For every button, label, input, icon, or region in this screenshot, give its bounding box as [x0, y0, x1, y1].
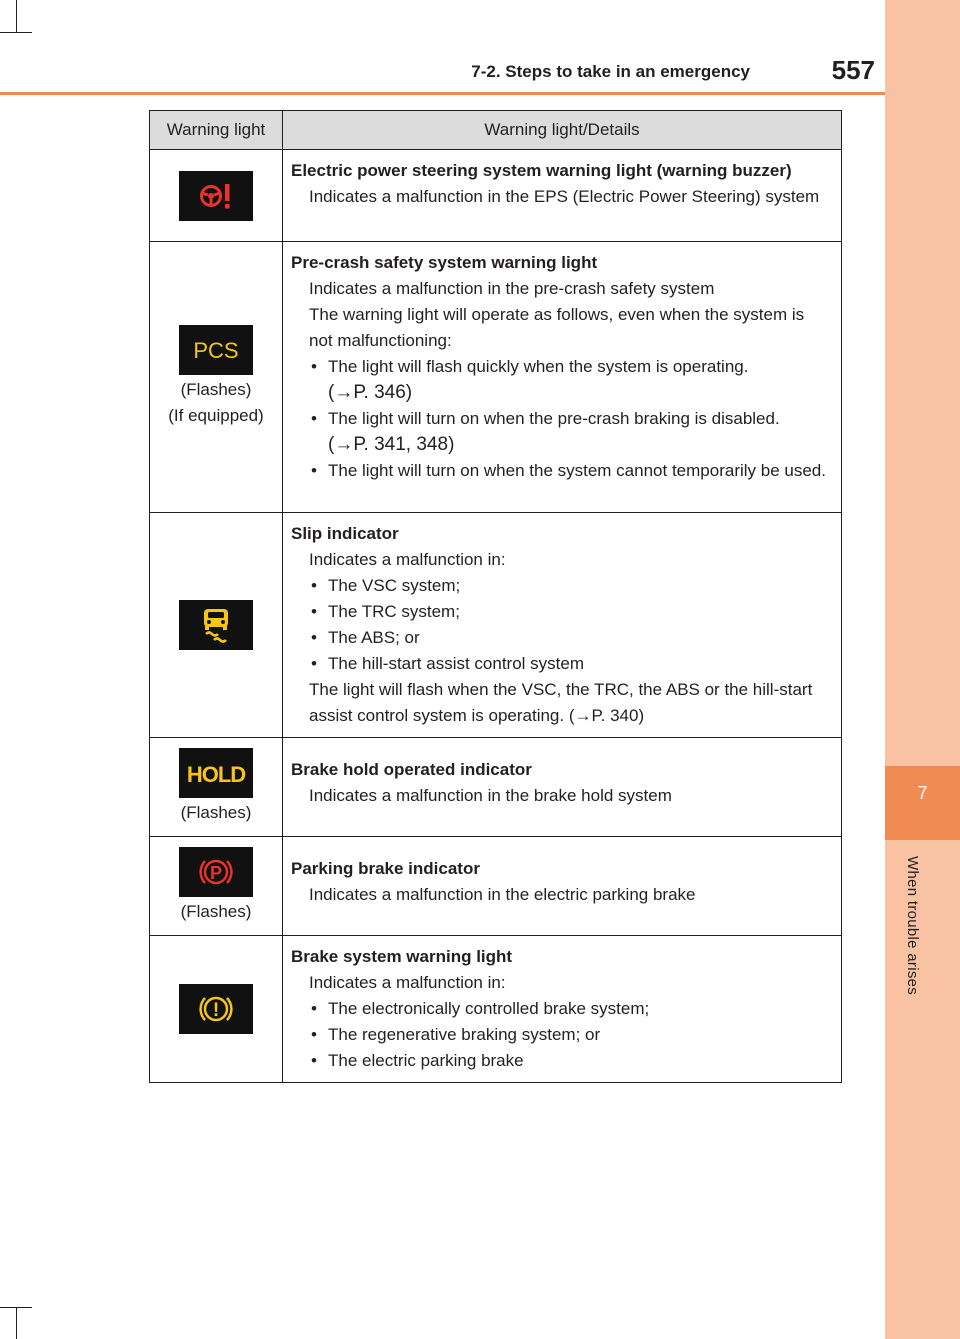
bullet-item: • The electronically controlled brake system; — [291, 996, 831, 1022]
details-cell — [283, 936, 842, 1083]
icon-cell — [150, 242, 283, 513]
icon-note: (Flashes) — [180, 803, 252, 822]
pcs-warning-icon — [179, 325, 253, 375]
hold-icon-label: HOLD — [186, 762, 246, 787]
chapter-side-tab — [885, 0, 960, 1339]
bullet-item: • The TRC system; — [291, 599, 831, 625]
bullet-item: • The regenerative braking system; or — [291, 1022, 831, 1048]
icon-cell — [150, 738, 283, 837]
icon-cell — [150, 150, 283, 242]
bullet-item: • The light will turn on when the pre-crash braking is disabled. — [291, 406, 831, 432]
crop-mark — [0, 32, 32, 33]
column-header-details: Warning light/Details — [283, 111, 842, 150]
row-description: Indicates a malfunction in: — [309, 550, 506, 569]
chapter-number: 7 — [917, 783, 928, 803]
page-number: 557 — [831, 55, 875, 85]
icon-note: (Flashes) — [180, 902, 252, 921]
table-row — [150, 837, 842, 936]
row-description: The warning light will operate as follows, even when the system is not malfunctioning: — [309, 305, 805, 350]
row-title: Electric power steering system warning light (warning buzzer) — [291, 161, 792, 180]
icon-note: (If equipped) — [168, 406, 264, 425]
icon-note: (Flashes) — [180, 380, 252, 399]
bullet-item: • The light will turn on when the system cannot temporarily be used. — [291, 458, 831, 484]
bullet-item: • The ABS; or — [291, 625, 831, 651]
table-row — [150, 242, 842, 513]
details-cell — [283, 738, 842, 837]
crop-mark — [16, 0, 17, 32]
table-row — [150, 513, 842, 738]
eps-warning-icon — [179, 171, 253, 221]
icon-cell — [150, 513, 283, 738]
table-row — [150, 936, 842, 1083]
details-cell — [283, 513, 842, 738]
brake-hold-icon — [179, 748, 253, 798]
section-title: 7-2. Steps to take in an emergency — [471, 62, 750, 81]
row-title: Brake system warning light — [291, 947, 513, 966]
icon-cell — [150, 837, 283, 936]
row-title: Parking brake indicator — [291, 859, 480, 878]
row-title: Slip indicator — [291, 524, 399, 543]
details-cell — [283, 242, 842, 513]
row-description: Indicates a malfunction in: — [309, 973, 506, 992]
page-reference: (→P. 346) — [328, 382, 413, 403]
details-cell — [283, 150, 842, 242]
bullet-item: • The hill-start assist control system — [291, 651, 831, 677]
table-row — [150, 738, 842, 837]
brake-system-warning-icon — [179, 984, 253, 1034]
parking-icon-label: P — [209, 863, 223, 883]
row-description: Indicates a malfunction in the EPS (Electric Power Steering) system — [309, 187, 820, 206]
slip-indicator-icon — [179, 600, 253, 650]
row-description: The light will flash when the VSC, the TRC, the ABS or the hill-start assist control system is operating. (→P. 340) — [309, 680, 813, 725]
crop-mark — [16, 1307, 17, 1339]
table-header-row — [150, 111, 842, 150]
bullet-item: • The electric parking brake — [291, 1048, 831, 1074]
row-description: Indicates a malfunction in the pre-crash safety system — [309, 279, 715, 298]
row-description: Indicates a malfunction in the electric parking brake — [309, 885, 696, 904]
header-rule — [0, 92, 885, 95]
brake-icon-label: ! — [212, 1000, 220, 1021]
bullet-item: • The VSC system; — [291, 573, 831, 599]
table-row — [150, 150, 842, 242]
parking-brake-icon — [179, 847, 253, 897]
bullet-item: • The light will flash quickly when the system is operating. — [291, 354, 831, 380]
chapter-title: When trouble arises — [904, 856, 921, 996]
row-title: Brake hold operated indicator — [291, 760, 532, 779]
row-description: Indicates a malfunction in the brake hold system — [309, 786, 672, 805]
details-cell — [283, 837, 842, 936]
column-header-warning-light: Warning light — [150, 111, 283, 150]
pcs-icon-label: PCS — [193, 338, 239, 363]
warning-light-table — [149, 110, 842, 1083]
page-reference: (→P. 341, 348) — [328, 434, 455, 455]
row-title: Pre-crash safety system warning light — [291, 253, 598, 272]
icon-cell — [150, 936, 283, 1083]
